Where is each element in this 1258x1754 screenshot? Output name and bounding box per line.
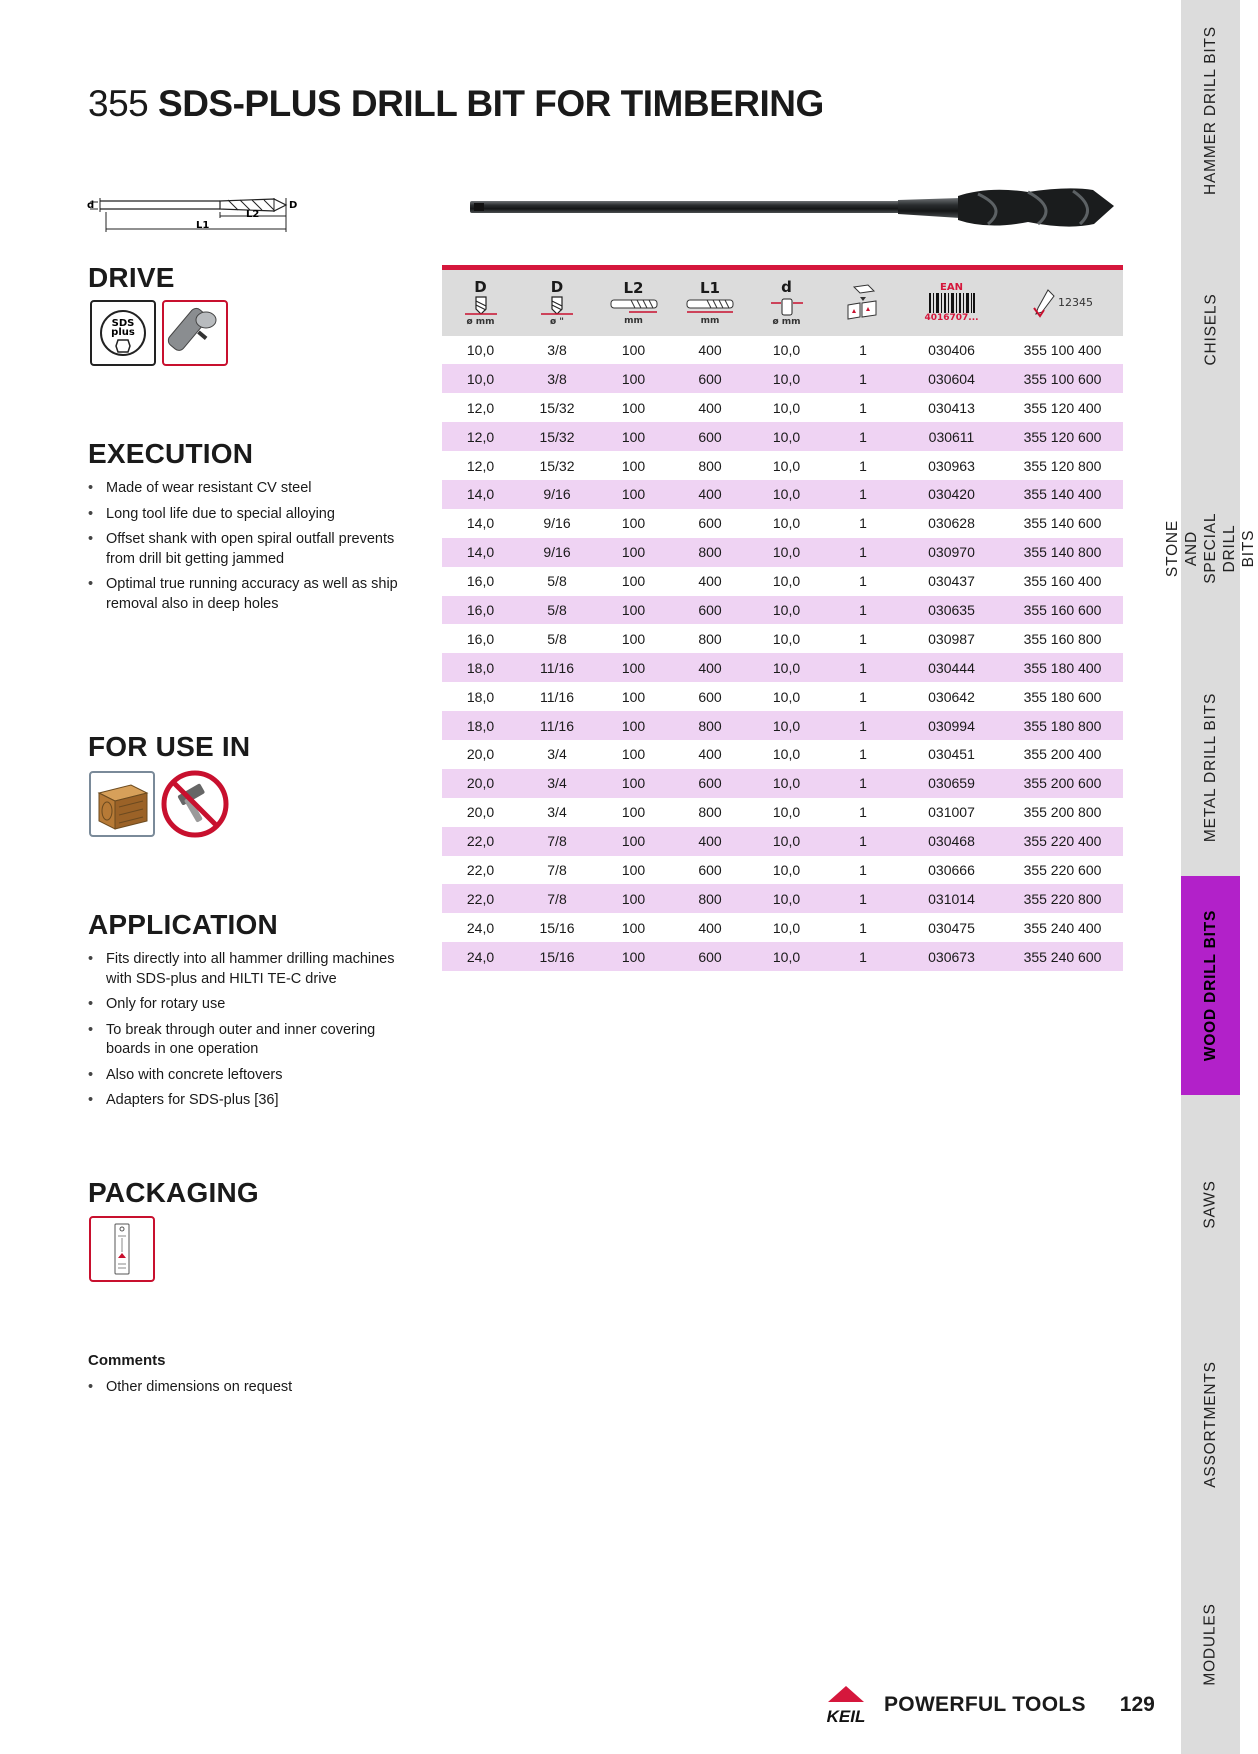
application-list — [88, 950, 418, 1117]
side-tab-metal-drill-bits[interactable] — [1181, 658, 1240, 876]
table-cell: 100 — [621, 659, 646, 676]
table-cell: 030642 — [928, 688, 975, 705]
table-cell: 10,0 — [772, 775, 801, 792]
list-item: • Also with concrete leftovers — [88, 1066, 418, 1086]
table-cell: 3/4 — [547, 746, 567, 763]
table-cell: 355 240 400 — [1023, 919, 1102, 936]
table-cell: 030635 — [928, 601, 975, 618]
table-cell: 7/8 — [547, 890, 567, 907]
table-cell: 600 — [698, 428, 722, 445]
table-cell: 10,0 — [772, 659, 801, 676]
list-item: • Made of wear resistant CV steel — [88, 479, 418, 499]
table-cell: 600 — [698, 601, 722, 618]
table-cell: 030987 — [928, 630, 975, 647]
side-tab-label: SAWS — [1202, 1180, 1219, 1229]
table-cell: 5/8 — [547, 630, 567, 647]
packaging-heading: PACKAGING — [88, 1177, 259, 1208]
sds-plus-drive-icon — [90, 300, 156, 366]
table-cell: 11/16 — [540, 717, 574, 734]
table-cell: 100 — [621, 861, 646, 878]
list-item: • Adapters for SDS-plus [36] — [88, 1091, 418, 1111]
side-tab-label: HAMMER DRILL BITS — [1202, 25, 1220, 195]
table-row — [442, 942, 1123, 971]
table-cell: 10,0 — [772, 890, 801, 907]
table-cell: 1 — [859, 341, 867, 358]
drill-dimension-diagram-icon — [86, 190, 316, 238]
table-cell: 100 — [621, 630, 646, 647]
col-header-shank-diameter: d ø mm — [772, 277, 801, 327]
table-cell: 16,0 — [466, 601, 495, 618]
table-cell: 031007 — [928, 804, 975, 821]
table-cell: 100 — [621, 486, 646, 503]
application-heading: APPLICATION — [88, 909, 278, 940]
table-cell: 20,0 — [466, 804, 495, 821]
table-row — [442, 393, 1123, 422]
table-cell: 100 — [621, 804, 646, 821]
table-cell: 1 — [859, 601, 867, 618]
table-cell: 100 — [621, 370, 646, 387]
table-cell: 355 140 600 — [1023, 515, 1102, 532]
comments-heading: Comments — [88, 1352, 166, 1369]
spec-table — [442, 265, 1123, 971]
table-cell: 22,0 — [466, 861, 495, 878]
table-cell: 10,0 — [772, 717, 801, 734]
comments-list — [88, 1378, 418, 1404]
table-cell: 10,0 — [772, 370, 801, 387]
table-row — [442, 913, 1123, 942]
table-cell: 030628 — [928, 515, 975, 532]
table-cell: 355 200 400 — [1023, 746, 1102, 763]
table-cell: 15/32 — [539, 457, 575, 474]
sds-badge-line1: SDS — [111, 318, 135, 329]
table-cell: 355 140 800 — [1023, 544, 1102, 561]
table-cell: 22,0 — [466, 833, 495, 850]
col-header-l2: L2 mm — [595, 268, 672, 336]
page-title — [88, 82, 824, 126]
table-cell: 20,0 — [466, 775, 495, 792]
table-cell: 7/8 — [547, 833, 567, 850]
side-tab-stone-special-drill-bits[interactable] — [1164, 438, 1257, 658]
table-cell: 1 — [859, 370, 867, 387]
diagram-label-D: D — [289, 200, 298, 211]
table-cell: 100 — [621, 746, 646, 763]
table-row — [442, 769, 1123, 798]
table-row — [442, 798, 1123, 827]
table-row — [442, 884, 1123, 913]
table-cell: 1 — [859, 746, 867, 763]
diagram-label-l1: L1 — [196, 220, 210, 231]
table-cell: 030413 — [928, 399, 975, 416]
table-cell: 355 220 600 — [1023, 861, 1102, 878]
table-cell: 15/16 — [539, 948, 575, 965]
table-cell: 800 — [698, 457, 722, 474]
table-row — [442, 567, 1123, 596]
table-row — [442, 538, 1123, 567]
drill-bit-photo — [468, 186, 1116, 230]
table-row — [442, 480, 1123, 509]
barcode-icon: EAN 4016707... — [924, 281, 979, 323]
table-cell: 600 — [698, 775, 722, 792]
table-cell: 030659 — [928, 775, 975, 792]
list-item: • Long tool life due to special alloying — [88, 505, 418, 525]
side-tab-assortments[interactable] — [1181, 1314, 1240, 1534]
table-row — [442, 711, 1123, 740]
side-tab-saws[interactable] — [1181, 1095, 1240, 1314]
table-cell: 1 — [859, 515, 867, 532]
table-cell: 18,0 — [466, 717, 495, 734]
col-header-l1: L1 mm — [672, 268, 748, 336]
table-cell: 100 — [621, 688, 646, 705]
col-header-pack-quantity — [825, 268, 901, 336]
table-cell: 1 — [859, 399, 867, 416]
table-cell: 030420 — [928, 486, 975, 503]
diagram-label-l2: L2 — [246, 209, 260, 220]
table-cell: 400 — [698, 341, 722, 358]
list-item: • Only for rotary use — [88, 995, 418, 1015]
table-cell: 355 100 400 — [1023, 341, 1102, 358]
table-cell: 3/8 — [547, 341, 567, 358]
table-cell: 600 — [698, 861, 722, 878]
table-cell: 100 — [621, 775, 646, 792]
table-cell: 1 — [859, 688, 867, 705]
table-cell: 100 — [621, 833, 646, 850]
table-cell: 800 — [698, 717, 722, 734]
side-tab-label: METAL DRILL BITS — [1202, 692, 1219, 842]
table-cell: 14,0 — [466, 486, 495, 503]
table-cell: 031014 — [928, 890, 975, 907]
table-cell: 100 — [621, 717, 646, 734]
article-series-number: 355 — [88, 83, 149, 124]
table-cell: 030468 — [928, 833, 975, 850]
table-cell: 355 140 400 — [1023, 486, 1102, 503]
table-row — [442, 682, 1123, 711]
table-cell: 030673 — [928, 948, 975, 965]
table-cell: 22,0 — [466, 890, 495, 907]
table-cell: 1 — [859, 804, 867, 821]
diagram-label-d: d — [87, 200, 95, 211]
table-cell: 16,0 — [466, 573, 495, 590]
table-cell: 10,0 — [772, 630, 801, 647]
col-header-diameter-mm: D ø mm — [466, 277, 495, 327]
table-cell: 10,0 — [466, 341, 495, 358]
table-cell: 030451 — [928, 746, 975, 763]
side-tab-hammer-drill-bits[interactable] — [1181, 0, 1240, 220]
table-cell: 600 — [698, 948, 722, 965]
table-cell: 15/32 — [539, 399, 575, 416]
table-cell: 1 — [859, 861, 867, 878]
table-row — [442, 653, 1123, 682]
side-tab-label: WOOD DRILL BITS — [1202, 909, 1219, 1062]
table-cell: 355 120 400 — [1023, 399, 1102, 416]
table-row — [442, 596, 1123, 625]
table-cell: 100 — [621, 515, 646, 532]
table-cell: 1 — [859, 775, 867, 792]
col-header-diameter-inch: D ø " — [549, 277, 564, 327]
list-item: • Fits directly into all hammer drilling machines with SDS-plus and HILTI TE-C drive — [88, 950, 418, 989]
side-tab-modules[interactable] — [1181, 1534, 1240, 1754]
table-cell: 11/16 — [540, 688, 574, 705]
table-cell: 18,0 — [466, 688, 495, 705]
execution-heading: EXECUTION — [88, 438, 254, 469]
table-cell: 355 160 600 — [1023, 601, 1102, 618]
table-cell: 100 — [621, 399, 646, 416]
side-tab-wood-drill-bits[interactable] — [1181, 876, 1240, 1095]
table-cell: 100 — [621, 948, 646, 965]
col-header-article-number — [1002, 268, 1123, 336]
table-cell: 15/32 — [539, 428, 575, 445]
table-cell: 355 180 800 — [1023, 717, 1102, 734]
table-row — [442, 509, 1123, 538]
table-cell: 355 160 800 — [1023, 630, 1102, 647]
table-cell: 600 — [698, 688, 722, 705]
table-cell: 12,0 — [466, 428, 495, 445]
table-row — [442, 740, 1123, 769]
execution-list — [88, 479, 418, 620]
table-cell: 10,0 — [772, 486, 801, 503]
table-cell: 100 — [621, 341, 646, 358]
table-cell: 5/8 — [547, 601, 567, 618]
table-cell: 030970 — [928, 544, 975, 561]
table-cell: 16,0 — [466, 630, 495, 647]
table-cell: 400 — [698, 919, 722, 936]
table-cell: 800 — [698, 890, 722, 907]
side-tab-label: ASSORTMENTS — [1202, 1360, 1220, 1488]
table-cell: 3/4 — [547, 804, 567, 821]
chapter-side-nav — [1164, 0, 1257, 1754]
table-cell: 11/16 — [540, 659, 574, 676]
table-cell: 400 — [698, 573, 722, 590]
table-cell: 10,0 — [772, 341, 801, 358]
sds-badge-line2: plus — [111, 327, 135, 338]
table-cell: 355 200 800 — [1023, 804, 1102, 821]
table-cell: 030611 — [928, 428, 975, 445]
table-cell: 1 — [859, 717, 867, 734]
table-cell: 800 — [698, 630, 722, 647]
side-tab-label: STONE AND SPECIAL DRILL BITS — [1164, 512, 1257, 584]
col-header-ean — [901, 268, 1002, 336]
table-cell: 800 — [698, 544, 722, 561]
drive-heading: DRIVE — [88, 262, 175, 293]
table-cell: 12,0 — [466, 399, 495, 416]
table-cell: 18,0 — [466, 659, 495, 676]
table-cell: 1 — [859, 890, 867, 907]
table-row — [442, 422, 1123, 451]
table-row — [442, 451, 1123, 480]
table-cell: 030437 — [928, 573, 975, 590]
table-cell: 600 — [698, 370, 722, 387]
article-number-icon: 12345 — [1002, 288, 1123, 318]
table-cell: 10,0 — [772, 948, 801, 965]
wood-material-icon — [89, 771, 155, 837]
table-row — [442, 856, 1123, 885]
table-cell: 1 — [859, 919, 867, 936]
table-cell: 355 180 600 — [1023, 688, 1102, 705]
table-cell: 355 100 600 — [1023, 370, 1102, 387]
page-number: 129 — [1119, 1693, 1155, 1716]
table-cell: 400 — [698, 833, 722, 850]
table-cell: 100 — [621, 457, 646, 474]
table-cell: 20,0 — [466, 746, 495, 763]
table-cell: 10,0 — [772, 804, 801, 821]
sds-shank-icon — [162, 300, 228, 366]
table-cell: 355 180 400 — [1023, 659, 1102, 676]
table-cell: 12,0 — [466, 457, 495, 474]
list-item: • To break through outer and inner covering boards in one operation — [88, 1021, 418, 1060]
table-cell: 030475 — [928, 919, 975, 936]
table-cell: 355 120 600 — [1023, 428, 1102, 445]
blister-pack-icon — [89, 1216, 155, 1282]
table-cell: 030994 — [928, 717, 975, 734]
table-cell: 10,0 — [772, 861, 801, 878]
table-cell: 400 — [698, 486, 722, 503]
table-cell: 10,0 — [772, 746, 801, 763]
table-cell: 10,0 — [772, 833, 801, 850]
table-row — [442, 364, 1123, 393]
table-cell: 1 — [859, 948, 867, 965]
table-cell: 10,0 — [772, 601, 801, 618]
list-item: • Other dimensions on request — [88, 1378, 418, 1398]
list-item: • Offset shank with open spiral outfall prevents from drill bit getting jammed — [88, 530, 418, 569]
table-cell: 1 — [859, 428, 867, 445]
table-cell: 030406 — [928, 341, 975, 358]
table-row — [442, 336, 1123, 365]
table-cell: 15/16 — [539, 919, 575, 936]
table-cell: 14,0 — [466, 515, 495, 532]
table-cell: 10,0 — [772, 515, 801, 532]
table-cell: 10,0 — [772, 457, 801, 474]
table-cell: 1 — [859, 457, 867, 474]
table-cell: 5/8 — [547, 573, 567, 590]
table-cell: 9/16 — [543, 486, 571, 503]
table-cell: 400 — [698, 399, 722, 416]
product-name: SDS-PLUS DRILL BIT FOR TIMBERING — [158, 83, 824, 124]
table-cell: 030444 — [928, 659, 975, 676]
table-cell: 10,0 — [772, 428, 801, 445]
table-header-row — [442, 268, 1123, 336]
table-row — [442, 827, 1123, 856]
table-cell: 10,0 — [772, 544, 801, 561]
logo-text: KEIL — [826, 1707, 866, 1726]
table-cell: 100 — [621, 544, 646, 561]
table-cell: 355 220 400 — [1023, 833, 1102, 850]
table-cell: 24,0 — [466, 919, 495, 936]
table-cell: 10,0 — [772, 573, 801, 590]
table-cell: 100 — [621, 601, 646, 618]
table-cell: 400 — [698, 746, 722, 763]
table-cell: 800 — [698, 804, 722, 821]
table-cell: 10,0 — [772, 399, 801, 416]
keil-logo — [822, 1684, 870, 1726]
box-quantity-icon — [844, 283, 882, 323]
table-cell: 1 — [859, 486, 867, 503]
table-cell: 9/16 — [543, 544, 571, 561]
footer-slogan: POWERFUL TOOLS — [884, 1693, 1086, 1716]
table-cell: 1 — [859, 659, 867, 676]
table-cell: 9/16 — [543, 515, 571, 532]
no-hammer-icon — [160, 769, 230, 839]
for-use-in-heading: FOR USE IN — [88, 731, 251, 762]
table-cell: 400 — [698, 659, 722, 676]
table-cell: 10,0 — [772, 688, 801, 705]
table-cell: 3/8 — [547, 370, 567, 387]
table-cell: 030604 — [928, 370, 975, 387]
table-cell: 24,0 — [466, 948, 495, 965]
table-cell: 1 — [859, 630, 867, 647]
table-cell: 355 220 800 — [1023, 890, 1102, 907]
table-cell: 100 — [621, 890, 646, 907]
table-cell: 10,0 — [466, 370, 495, 387]
table-cell: 100 — [621, 573, 646, 590]
table-cell: 100 — [621, 919, 646, 936]
table-cell: 030666 — [928, 861, 975, 878]
table-cell: 355 240 600 — [1023, 948, 1102, 965]
side-tab-chisels[interactable] — [1181, 220, 1240, 438]
table-cell: 030963 — [928, 457, 975, 474]
table-cell: 355 120 800 — [1023, 457, 1102, 474]
table-cell: 1 — [859, 544, 867, 561]
table-cell: 100 — [621, 428, 646, 445]
table-cell: 10,0 — [772, 919, 801, 936]
table-cell: 3/4 — [547, 775, 567, 792]
table-cell: 7/8 — [547, 861, 567, 878]
side-tab-label: MODULES — [1202, 1602, 1220, 1686]
table-cell: 14,0 — [466, 544, 495, 561]
table-cell: 355 160 400 — [1023, 573, 1102, 590]
list-item: • Optimal true running accuracy as well as ship removal also in deep holes — [88, 575, 418, 614]
page-footer — [822, 1684, 1155, 1726]
table-cell: 1 — [859, 833, 867, 850]
table-cell: 600 — [698, 515, 722, 532]
table-row — [442, 624, 1123, 653]
side-tab-label: CHISELS — [1202, 293, 1219, 365]
table-cell: 1 — [859, 573, 867, 590]
table-cell: 355 200 600 — [1023, 775, 1102, 792]
